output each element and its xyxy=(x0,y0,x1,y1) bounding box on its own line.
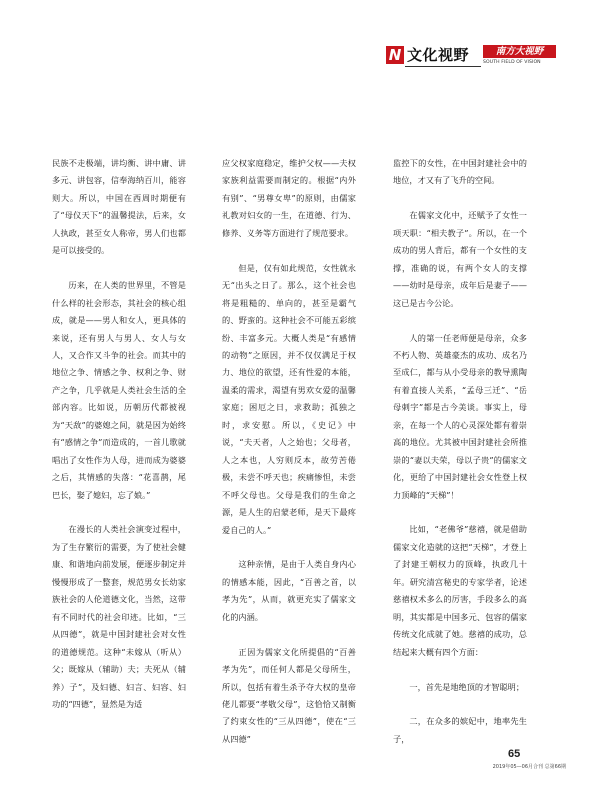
brand-badge: 南方大视野 xyxy=(483,45,556,58)
paragraph: 历来，在人类的世界里，不管是什么样的社会形态，其社会的核心组成，就是——男人和女人，更具体的来说，还有男人与男人、女人与女人，又合作又斗争的社会。而其中的地位之争、情感之争、权利之争、财产之争，几乎就是人类社会生活的全部内容。比如说，历朝历代都被视为“天敌”的婆媳之间，就是因为始终有“感情之争”而造成的，一首儿歌就唱出了女性作为人母，进而成为婆婆之后，其情感的失落：“花喜鹊，尾巴长，娶了媳妇，忘了娘。” xyxy=(52,280,186,500)
masthead xyxy=(386,42,558,76)
paragraph: 这种亲情，是由于人类自身内心的情感本能，因此，“百善之首，以孝为先”，从而，就更充实了儒家文化的内涵。 xyxy=(222,559,356,622)
page-number: 65 xyxy=(508,748,521,760)
text-column-middle xyxy=(222,155,356,748)
paragraph: 监控下的女性，在中国封建社会中的地位，才又有了飞升的空间。 xyxy=(393,158,527,186)
text-column-right xyxy=(393,155,527,748)
paragraph: 在儒家文化中，还赋予了女性一项天职：“相夫教子”。所以，在一个成功的男人背后，都有一个女性的支撑，准确的说，有两个女人的支撑——幼时是母亲，成年后是妻子——这已是古今公论。 xyxy=(393,210,527,308)
paragraph: 在漫长的人类社会演变过程中，为了生存繁衍的需要，为了使社会健康、和谐地向前发展，便逐步制定并慢慢形成了一整套，规范男女长幼家族社会的人伦道德文化，当然，这带有不同时代的社会印迹。比如，“三从四德”，就是中国封建社会对女性的道德规范。这种“未嫁从（听从）父；既嫁从（辅助）夫；夫死从（辅养）子”，及妇德、妇言、妇容、妇功的“四德”，显然是为适 xyxy=(52,524,186,710)
paragraph: 民族不走极端，讲均衡、讲中庸、讲多元、讲包容，信奉海纳百川，能容则大。所以，中国在西周时期便有了“母仪天下”的温馨提法，后来，女人执政，甚至女人称帝，男人们也都是可以接受的。 xyxy=(52,158,186,256)
magazine-logo-icon: N xyxy=(386,46,404,64)
text-column-left xyxy=(52,155,186,713)
header-divider xyxy=(405,66,481,67)
list-item: 二，在众多的嫔妃中，地率先生子， xyxy=(393,716,527,744)
section-title: 文化视野 xyxy=(407,46,470,64)
paragraph: 应父权家庭稳定，维护父权——夫权家族利益需要而制定的。根据“内外有别”、“男尊女卑”的原则，由儒家礼教对妇女的一生，在道德、行为、修养、义务等方面进行了规范要求。 xyxy=(222,158,356,238)
paragraph: 但是，仅有如此规范，女性就永无“出头之日了。那么，这个社会也将是粗糙的、单向的，甚至是霸气的、野蛮的。这种社会不可能五彩缤纷、丰富多元。大概人类是“有感情的动物”之原因，并不仅仅满足于权力、地位的欲望，还有性爱的本能，温柔的需求，渴望有男欢女爱的温馨家庭；困厄之日，求救助；孤独之时，求安慰。所以，《史记》中说，“夫天者，人之始也；父母者，人之本也，人穷则反本，故劳苦倦极，未尝不呼天也；疾痛惨怛，未尝不呼父母也。父母是我们的生命之源，是人生的启蒙老师，是天下最疼爱自己的人。” xyxy=(222,262,356,535)
paragraph: 人的第一任老师便是母亲，众多不朽人物、英雄豪杰的成功、成名乃至成仁，都与从小受母亲的教导熏陶有着直接人关系，“孟母三迁”、“岳母刺字”都是古今美谈。事实上，母亲，在每一个人的心灵深处都有着崇高的地位。尤其被中国封建社会所推崇的“妻以夫荣，母以子贵”的儒家文化，更给了中国封建社会女性登上权力顶峰的“天梯”！ xyxy=(393,332,527,500)
list-item: 一，首先是地绝顶的才智聪明； xyxy=(409,681,525,692)
paragraph: 正因为儒家文化所提倡的“百善孝为先”，而任何人都是父母所生，所以，包括有着生杀予夺大权的皇帝佬儿都要“孝敬父母”，这恰恰又制衡了约束女性的“三从四德”，使在“三从四德” xyxy=(222,646,356,744)
issue-info: 2019年05—06月合刊 总第66期 xyxy=(492,764,566,770)
brand-subtitle: SOUTH FIELD OF VISION xyxy=(483,60,541,65)
paragraph: 比如，“老佛爷”慈禧，就是借助儒家文化造就的这把“天梯”，才登上了封建王朝权力的顶峰，执政几十年。研究清宫秘史的专家学者，论述慈禧权术多么的厉害，手段多么的高明，其实都是中国多元、包容的儒家传统文化成就了她。慈禧的成功，总结起来大概有四个方面： xyxy=(393,524,527,657)
